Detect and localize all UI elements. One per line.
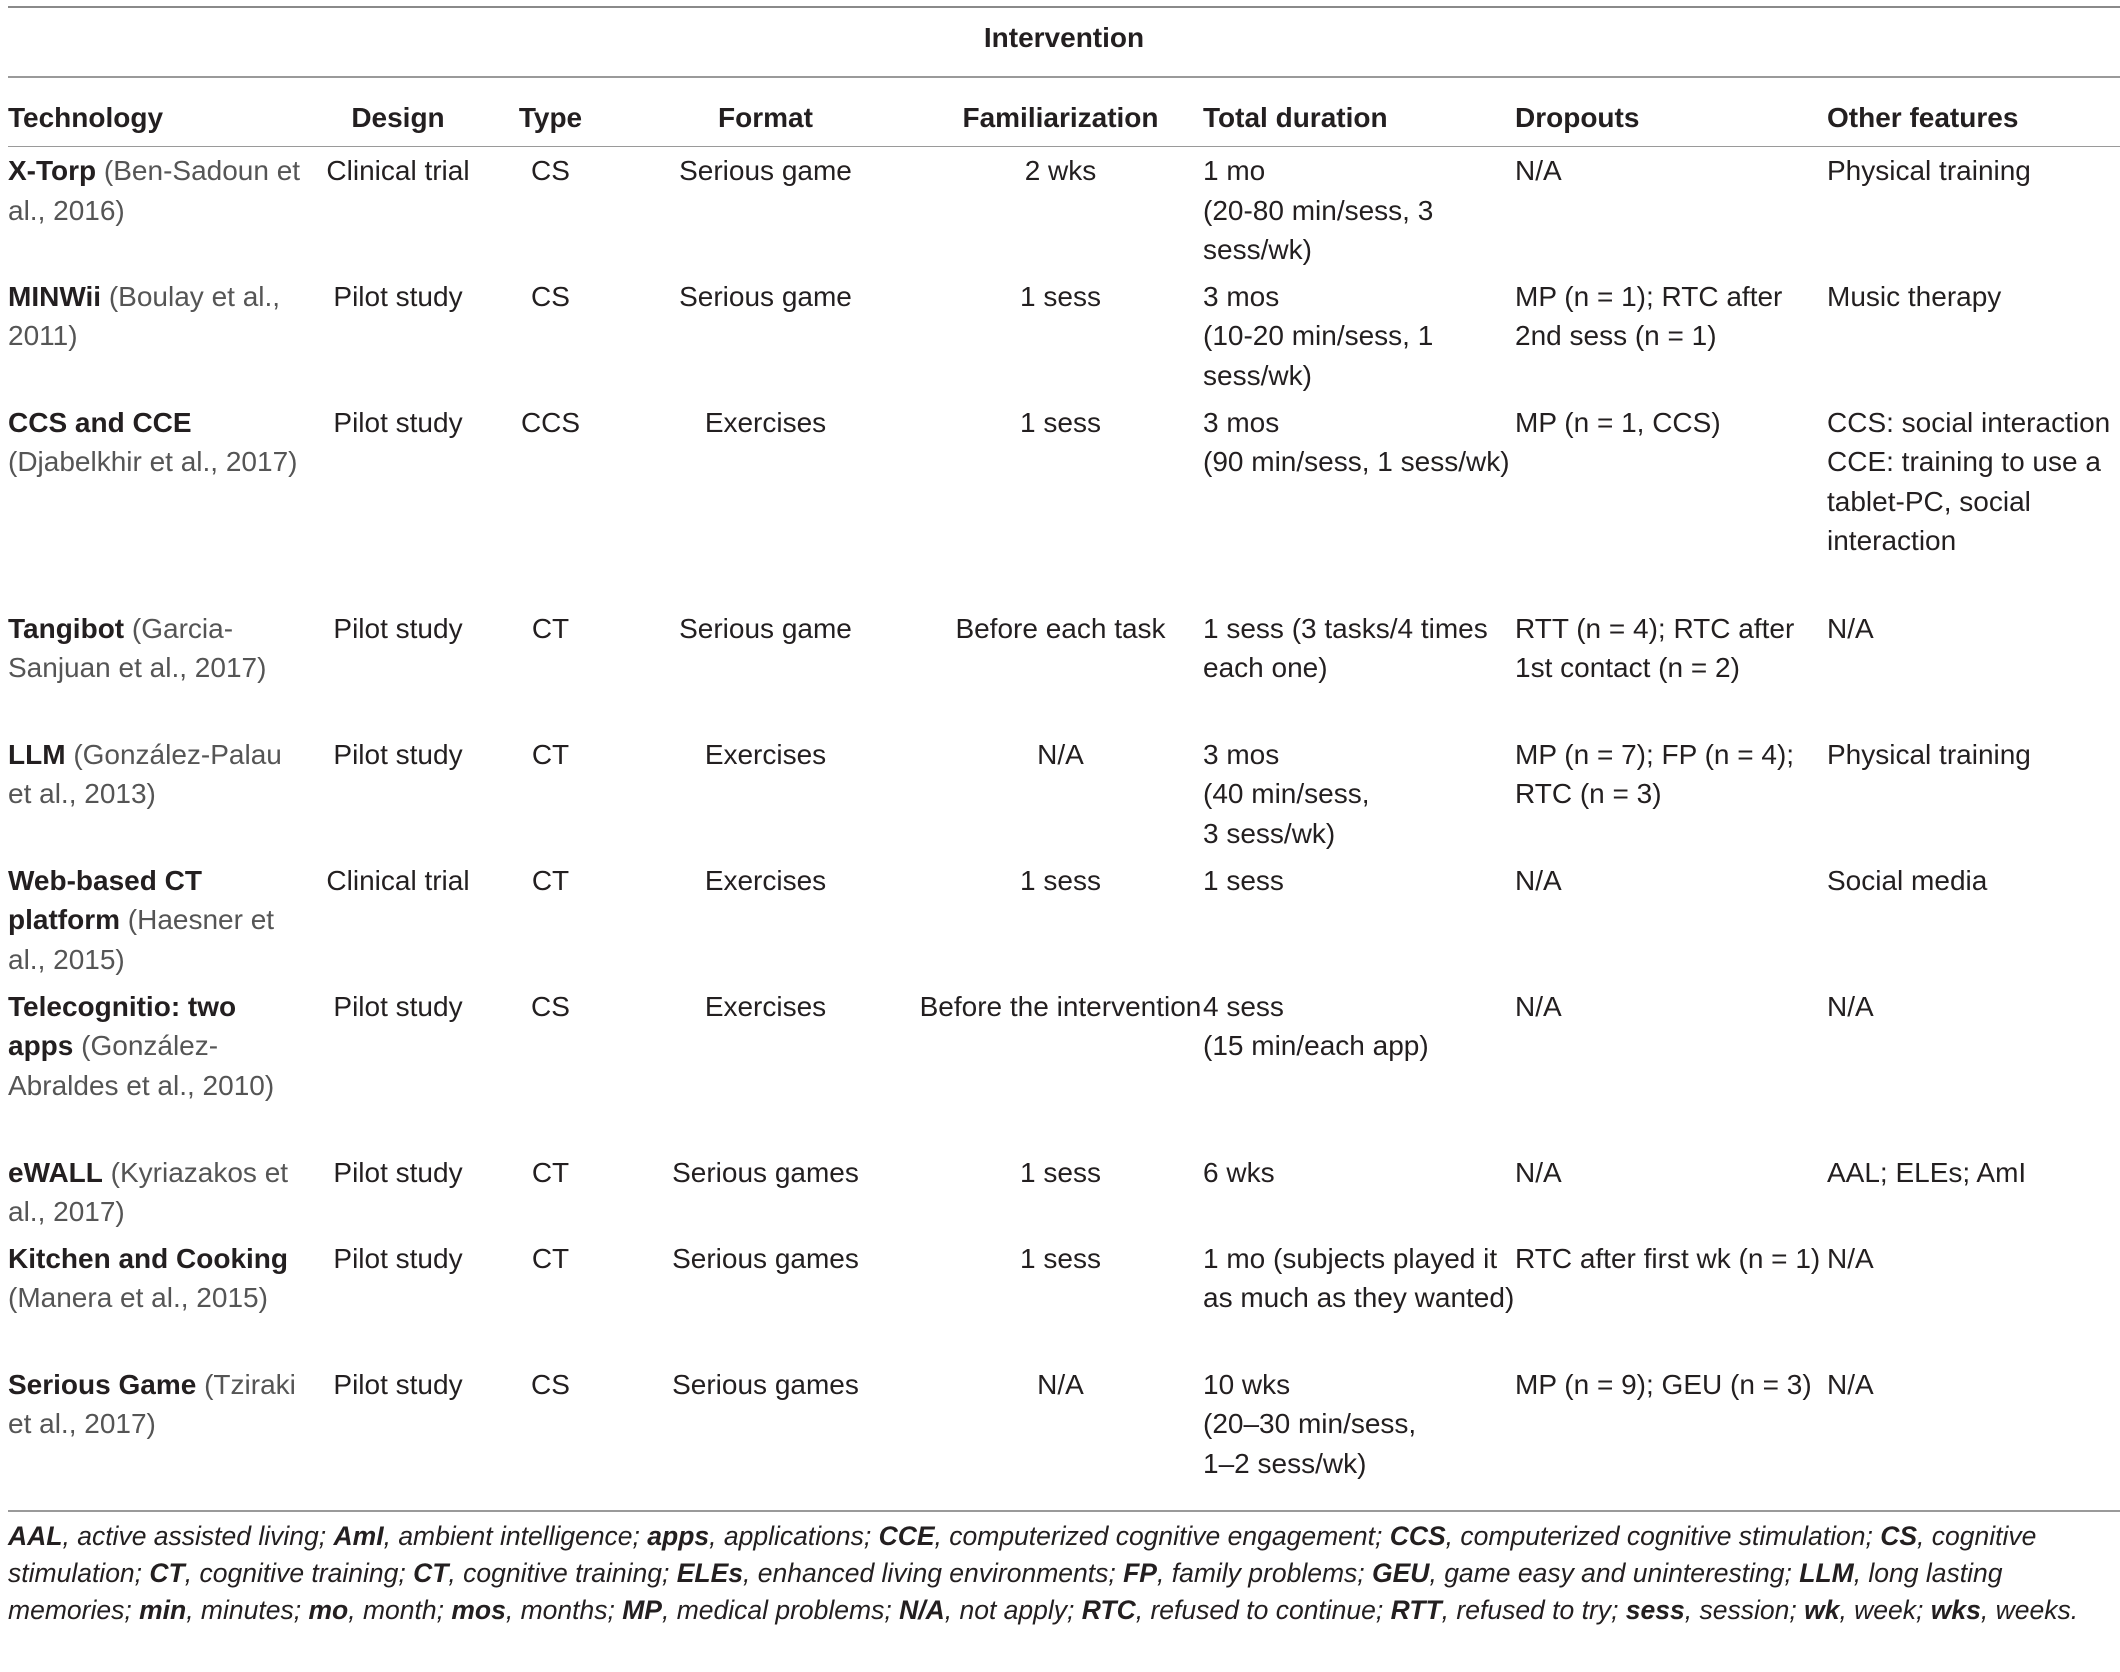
cell-design: Clinical trial xyxy=(326,155,470,186)
footnote-def: cognitive stimulation xyxy=(8,1521,2037,1588)
cell-familiarization: 1 sess xyxy=(1020,1242,1101,1274)
cell-type: CT xyxy=(531,1156,570,1188)
footnote-def: enhanced living environments xyxy=(757,1558,1109,1588)
footnote-def: refused to continue xyxy=(1150,1595,1376,1625)
group-header: Intervention xyxy=(983,22,1145,53)
technology-name: Kitchen and Cooking xyxy=(8,1242,288,1274)
cell-technology xyxy=(8,605,308,731)
table-row xyxy=(8,1361,2120,1487)
group-header-rule xyxy=(8,76,2120,78)
footnote-abbr: CCS xyxy=(1389,1521,1446,1551)
cell-total-duration: 3 mos (10-20 min/sess, 1 sess/wk) xyxy=(1203,280,1434,391)
cell-familiarization: Before each task xyxy=(955,612,1166,644)
cell-design: Pilot study xyxy=(333,406,463,438)
citation-link[interactable]: (Haesner et al., 2015) xyxy=(8,904,275,975)
footnote-abbr: MP xyxy=(622,1595,662,1625)
col-header-total-duration: Total duration xyxy=(1203,90,1515,147)
footnote-def: month xyxy=(362,1595,437,1625)
cell-type: CS xyxy=(531,280,570,312)
cell-total-duration: 1 mo (subjects played it as much as they wanted) xyxy=(1203,1242,1515,1313)
cell-technology xyxy=(8,731,308,857)
technology-name: Telecognitio: two apps xyxy=(8,990,237,1061)
cell-technology xyxy=(8,399,308,605)
cell-design: Pilot study xyxy=(333,280,463,312)
cell-format: Serious games xyxy=(672,1368,859,1400)
table-row xyxy=(8,399,2120,605)
cell-dropouts: N/A xyxy=(1515,155,1562,186)
technology-name: X-Torp xyxy=(8,155,97,186)
cell-technology xyxy=(8,273,308,399)
cell-total-duration: 1 sess xyxy=(1203,864,1284,896)
cell-design: Pilot study xyxy=(333,1156,463,1188)
cell-type: CT xyxy=(531,1242,570,1274)
footnote-def: refused to try xyxy=(1456,1595,1612,1625)
technology-name: LLM xyxy=(8,738,66,770)
table-row xyxy=(8,857,2120,983)
citation-link[interactable]: (Kyriazakos et al., 2017) xyxy=(8,1156,289,1227)
footnote-def: ambient intelligence xyxy=(398,1521,633,1551)
footnote-def: game easy and uninteresting xyxy=(1444,1558,1785,1588)
cell-total-duration: 4 sess (15 min/each app) xyxy=(1203,990,1429,1061)
cell-type: CS xyxy=(531,1368,570,1400)
footnote-abbr: wks xyxy=(1930,1595,1981,1625)
technology-name: Serious Game xyxy=(8,1368,197,1400)
cell-design: Pilot study xyxy=(333,738,463,770)
citation-link[interactable]: (Djabelkhir et al., 2017) xyxy=(8,446,298,477)
footnote-abbr: wk xyxy=(1804,1595,1840,1625)
cell-familiarization: N/A xyxy=(1037,738,1084,770)
cell-other-features: Music therapy xyxy=(1827,280,2002,312)
citation-link[interactable]: (González-Palau et al., 2013) xyxy=(8,738,282,809)
footnote-abbr: mo xyxy=(308,1595,349,1625)
cell-other-features: Physical training xyxy=(1827,155,2031,186)
col-header-format: Format xyxy=(613,90,918,147)
footnote-abbr: ELEs xyxy=(676,1558,744,1588)
footnote-abbr: AmI xyxy=(333,1521,384,1551)
cell-technology xyxy=(8,1235,308,1361)
top-rule xyxy=(8,6,2120,8)
cell-other-features: Social media xyxy=(1827,864,1988,896)
footnote-abbr: apps xyxy=(647,1521,710,1551)
cell-type: CT xyxy=(531,612,570,644)
cell-format: Serious games xyxy=(672,1156,859,1188)
footnote-def: cognitive training xyxy=(199,1558,399,1588)
cell-total-duration: 1 sess (3 tasks/4 times each one) xyxy=(1203,612,1488,683)
footnote-abbr: LLM xyxy=(1799,1558,1854,1588)
footnote-abbr: FP xyxy=(1123,1558,1157,1588)
footnote-abbr: CCE xyxy=(878,1521,935,1551)
cell-technology xyxy=(8,1361,308,1487)
technology-name: MINWii xyxy=(8,280,102,312)
cell-total-duration: 3 mos (90 min/sess, 1 sess/wk) xyxy=(1203,406,1510,477)
citation-link[interactable]: (Manera et al., 2015) xyxy=(8,1282,268,1313)
footnote-def: cognitive training xyxy=(463,1558,663,1588)
footnote-def: computerized cognitive engagement xyxy=(949,1521,1375,1551)
cell-dropouts: N/A xyxy=(1515,864,1562,896)
footnote-abbr: N/A xyxy=(899,1595,945,1625)
cell-format: Serious game xyxy=(679,155,852,186)
cell-total-duration: 10 wks (20–30 min/sess, 1–2 sess/wk) xyxy=(1203,1368,1417,1479)
col-header-technology: Technology xyxy=(8,90,308,147)
footnote-def: computerized cognitive stimulation xyxy=(1460,1521,1866,1551)
cell-familiarization: Before the intervention xyxy=(919,990,1202,1022)
technology-name: CCS and CCE xyxy=(8,406,192,438)
col-header-type: Type xyxy=(488,90,613,147)
footnote-def: session xyxy=(1699,1595,1790,1625)
cell-dropouts: MP (n = 7); FP (n = 4); RTC (n = 3) xyxy=(1515,738,1795,809)
cell-dropouts: RTC after first wk (n = 1) xyxy=(1515,1242,1821,1274)
footnote-abbr: AAL xyxy=(8,1521,63,1551)
cell-format: Serious games xyxy=(672,1242,859,1274)
cell-technology xyxy=(8,983,308,1149)
cell-dropouts: N/A xyxy=(1515,1156,1562,1188)
cell-familiarization: 1 sess xyxy=(1020,406,1101,438)
table-footnote: AAL, active assisted living; AmI, ambient intelligence; apps, applications; CCE, computerized cognitive engagement; CCS, computerized cognitive stimulation; CS, cognitive stimulation; CT, cognitive training; CT, cognitive training; ELEs, enhanced living environments; FP, family problems; GEU, game easy and uninteresting; LLM, long lasting memories; min, minutes; mo, month; mos, months; MP, medical problems; N/A, not apply; RTC, refused to continue; RTT, refused to try; sess, session; wk, week; wks, weeks. xyxy=(8,1521,2079,1625)
footnote-abbr: min xyxy=(139,1595,187,1625)
table-row xyxy=(8,147,2120,273)
cell-familiarization: N/A xyxy=(1037,1368,1084,1400)
cell-format: Serious game xyxy=(679,280,852,312)
cell-format: Serious game xyxy=(679,612,852,644)
col-header-design: Design xyxy=(308,90,488,147)
cell-design: Pilot study xyxy=(333,612,463,644)
cell-other-features: N/A xyxy=(1827,990,1874,1022)
cell-other-features: N/A xyxy=(1827,612,1874,644)
citation-link[interactable]: (Tziraki et al., 2017) xyxy=(8,1368,296,1439)
cell-familiarization: 1 sess xyxy=(1020,864,1101,896)
cell-familiarization: 2 wks xyxy=(1024,155,1097,186)
cell-total-duration: 3 mos (40 min/sess, 3 sess/wk) xyxy=(1203,738,1370,849)
cell-dropouts: MP (n = 9); GEU (n = 3) xyxy=(1515,1368,1812,1400)
table-row xyxy=(8,605,2120,731)
cell-design: Clinical trial xyxy=(326,864,470,896)
technology-name: Web-based CT platform xyxy=(8,864,202,935)
footnote-def: weeks. xyxy=(1995,1595,2079,1625)
table-row xyxy=(8,1235,2120,1361)
cell-dropouts: MP (n = 1, CCS) xyxy=(1515,406,1721,438)
cell-technology xyxy=(8,147,308,273)
cell-type: CT xyxy=(531,864,570,896)
cell-format: Exercises xyxy=(704,864,827,896)
cell-design: Pilot study xyxy=(333,990,463,1022)
cell-familiarization: 1 sess xyxy=(1020,1156,1101,1188)
cell-dropouts: MP (n = 1); RTC after 2nd sess (n = 1) xyxy=(1515,280,1783,351)
cell-format: Exercises xyxy=(704,990,827,1022)
cell-type: CCS xyxy=(520,406,581,438)
table-row xyxy=(8,1149,2120,1235)
cell-total-duration: 6 wks xyxy=(1203,1156,1275,1188)
cell-type: CT xyxy=(531,738,570,770)
footnote-def: active assisted living xyxy=(77,1521,319,1551)
footnote-abbr: sess xyxy=(1625,1595,1685,1625)
bottom-rule xyxy=(8,1510,2120,1512)
col-header-dropouts: Dropouts xyxy=(1515,90,1827,147)
col-header-familiarization: Familiarization xyxy=(918,90,1203,147)
col-header-other-features: Other features xyxy=(1827,90,2120,147)
cell-total-duration: 1 mo (20-80 min/sess, 3 sess/wk) xyxy=(1203,155,1434,265)
footnote-abbr: GEU xyxy=(1372,1558,1430,1588)
citation-link[interactable]: (González-Abraldes et al., 2010) xyxy=(8,1030,275,1101)
cell-format: Exercises xyxy=(704,406,827,438)
cell-dropouts: RTT (n = 4); RTC after 1st contact (n = 2) xyxy=(1515,612,1795,683)
cell-other-features: N/A xyxy=(1827,1368,1874,1400)
footnote-def: long lasting memories xyxy=(8,1558,2003,1625)
footnote-def: months xyxy=(520,1595,608,1625)
footnote-def: minutes xyxy=(200,1595,294,1625)
cell-technology xyxy=(8,1149,308,1235)
cell-dropouts: N/A xyxy=(1515,990,1562,1022)
table-row xyxy=(8,273,2120,399)
technology-name: Tangibot xyxy=(8,612,125,644)
table-row xyxy=(8,731,2120,857)
cell-type: CS xyxy=(531,990,570,1022)
cell-format: Exercises xyxy=(704,738,827,770)
technology-name: eWALL xyxy=(8,1156,103,1188)
cell-type: CS xyxy=(531,155,570,186)
footnote-abbr: mos xyxy=(451,1595,506,1625)
footnote-def: week xyxy=(1854,1595,1917,1625)
footnote-def: not apply xyxy=(959,1595,1068,1625)
citation-link[interactable]: (Boulay et al., 2011) xyxy=(8,280,281,351)
cell-design: Pilot study xyxy=(333,1368,463,1400)
footnote-abbr: CS xyxy=(1880,1521,1918,1551)
table-body xyxy=(8,147,2120,1487)
cell-other-features: CCS: social interaction CCE: training to use a tablet-PC, social interaction xyxy=(1827,406,2111,556)
cell-other-features: AAL; ELEs; AmI xyxy=(1827,1156,2027,1188)
cell-design: Pilot study xyxy=(333,1242,463,1274)
footnote-def: medical problems xyxy=(676,1595,885,1625)
header-row xyxy=(8,90,2120,147)
footnote-abbr: CT xyxy=(413,1558,449,1588)
cell-technology xyxy=(8,857,308,983)
intervention-table xyxy=(8,90,2120,1487)
table-row xyxy=(8,983,2120,1149)
cell-familiarization: 1 sess xyxy=(1020,280,1101,312)
footnote-abbr: RTT xyxy=(1390,1595,1442,1625)
citation-link[interactable]: (Garcia-Sanjuan et al., 2017) xyxy=(8,612,267,683)
cell-other-features: Physical training xyxy=(1827,738,2031,770)
cell-other-features: N/A xyxy=(1827,1242,1874,1274)
footnote-abbr: CT xyxy=(149,1558,185,1588)
citation-link[interactable]: (Ben-Sadoun et al., 2016) xyxy=(8,155,301,226)
footnote-def: family problems xyxy=(1171,1558,1358,1588)
footnote-abbr: RTC xyxy=(1081,1595,1136,1625)
footnote-def: applications xyxy=(723,1521,864,1551)
